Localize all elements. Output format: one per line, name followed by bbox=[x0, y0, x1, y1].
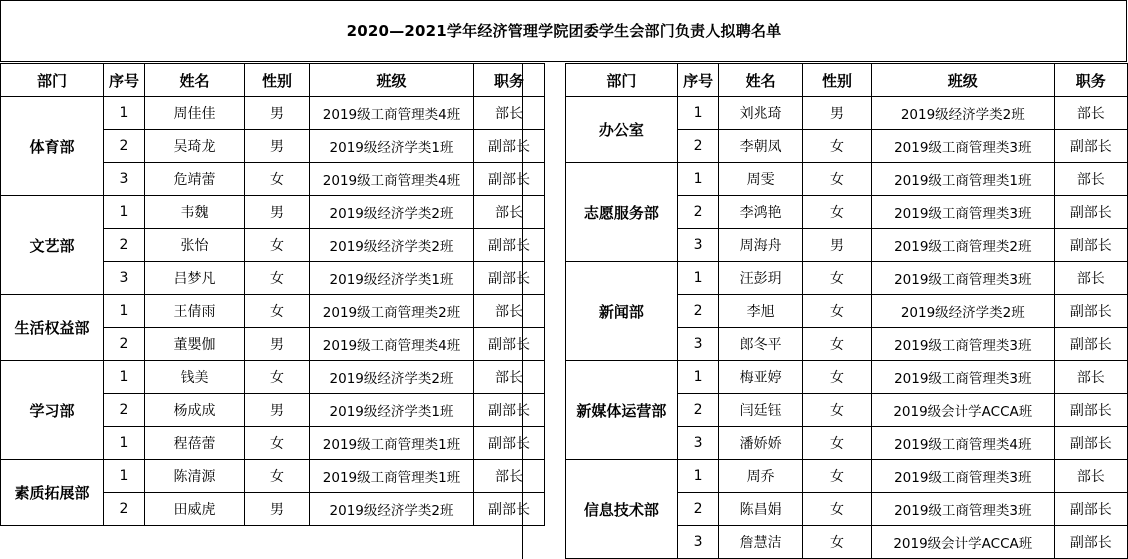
role-cell: 副部长 bbox=[1054, 130, 1127, 163]
class-cell: 2019级工商管理类2班 bbox=[871, 229, 1054, 262]
class-cell: 2019级经济学类1班 bbox=[310, 130, 474, 163]
role-cell: 副部长 bbox=[474, 163, 545, 196]
role-cell: 部长 bbox=[1054, 163, 1127, 196]
role-cell: 副部长 bbox=[1054, 427, 1127, 460]
class-cell: 2019级工商管理类4班 bbox=[310, 328, 474, 361]
class-cell: 2019级经济学类1班 bbox=[310, 262, 474, 295]
num-cell: 2 bbox=[104, 493, 145, 526]
class-cell: 2019级工商管理类4班 bbox=[310, 97, 474, 130]
name-cell: 陈清源 bbox=[145, 460, 245, 493]
gender-cell: 女 bbox=[245, 163, 310, 196]
class-cell: 2019级工商管理类1班 bbox=[310, 427, 474, 460]
table-row bbox=[1, 196, 545, 229]
name-cell: 李朝凤 bbox=[719, 130, 803, 163]
num-cell: 3 bbox=[677, 526, 718, 559]
header-class: 班级 bbox=[871, 64, 1054, 97]
header-dept: 部门 bbox=[566, 64, 678, 97]
role-cell: 部长 bbox=[1054, 460, 1127, 493]
role-cell: 副部长 bbox=[1054, 196, 1127, 229]
num-cell: 2 bbox=[677, 295, 718, 328]
gender-cell: 女 bbox=[245, 427, 310, 460]
name-cell: 陈昌娟 bbox=[719, 493, 803, 526]
role-cell: 副部长 bbox=[474, 427, 545, 460]
role-cell: 部长 bbox=[1054, 97, 1127, 130]
class-cell: 2019级经济学类2班 bbox=[310, 361, 474, 394]
header-row bbox=[566, 64, 1128, 97]
role-cell: 副部长 bbox=[474, 229, 545, 262]
num-cell: 1 bbox=[677, 262, 718, 295]
dept-cell: 新媒体运营部 bbox=[566, 361, 678, 460]
gender-cell: 男 bbox=[803, 229, 872, 262]
dept-cell: 信息技术部 bbox=[566, 460, 678, 559]
class-cell: 2019级工商管理类4班 bbox=[310, 163, 474, 196]
name-cell: 杨成成 bbox=[145, 394, 245, 427]
header-gender: 性别 bbox=[803, 64, 872, 97]
gender-cell: 女 bbox=[803, 493, 872, 526]
name-cell: 钱美 bbox=[145, 361, 245, 394]
name-cell: 周乔 bbox=[719, 460, 803, 493]
num-cell: 1 bbox=[677, 163, 718, 196]
role-cell: 副部长 bbox=[474, 130, 545, 163]
num-cell: 3 bbox=[677, 427, 718, 460]
dept-cell: 新闻部 bbox=[566, 262, 678, 361]
class-cell: 2019级经济学类2班 bbox=[310, 493, 474, 526]
dept-cell: 素质拓展部 bbox=[1, 460, 104, 526]
name-cell: 周佳佳 bbox=[145, 97, 245, 130]
role-cell: 副部长 bbox=[1054, 394, 1127, 427]
header-dept: 部门 bbox=[1, 64, 104, 97]
class-cell: 2019级工商管理类3班 bbox=[871, 262, 1054, 295]
num-cell: 3 bbox=[104, 262, 145, 295]
header-num: 序号 bbox=[677, 64, 718, 97]
gender-cell: 女 bbox=[803, 328, 872, 361]
num-cell: 1 bbox=[104, 361, 145, 394]
name-cell: 郎冬平 bbox=[719, 328, 803, 361]
left-table bbox=[0, 63, 545, 558]
name-cell: 吴琦龙 bbox=[145, 130, 245, 163]
gender-cell: 男 bbox=[803, 97, 872, 130]
gender-cell: 男 bbox=[245, 196, 310, 229]
table-row bbox=[566, 460, 1128, 493]
name-cell: 危靖蕾 bbox=[145, 163, 245, 196]
table-row bbox=[566, 163, 1128, 196]
header-num: 序号 bbox=[104, 64, 145, 97]
role-cell: 副部长 bbox=[474, 328, 545, 361]
role-cell: 副部长 bbox=[474, 394, 545, 427]
role-cell: 副部长 bbox=[1054, 493, 1127, 526]
num-cell: 1 bbox=[104, 97, 145, 130]
class-cell: 2019级会计学ACCA班 bbox=[871, 394, 1054, 427]
dept-cell: 办公室 bbox=[566, 97, 678, 163]
header-class: 班级 bbox=[310, 64, 474, 97]
num-cell: 3 bbox=[677, 328, 718, 361]
gender-cell: 女 bbox=[803, 361, 872, 394]
class-cell: 2019级经济学类2班 bbox=[310, 229, 474, 262]
gender-cell: 女 bbox=[803, 427, 872, 460]
role-cell: 副部长 bbox=[1054, 295, 1127, 328]
gender-cell: 男 bbox=[245, 328, 310, 361]
role-cell: 部长 bbox=[474, 196, 545, 229]
class-cell: 2019级工商管理类3班 bbox=[871, 328, 1054, 361]
header-role: 职务 bbox=[474, 64, 545, 97]
role-cell: 副部长 bbox=[474, 262, 545, 295]
gender-cell: 女 bbox=[803, 394, 872, 427]
gender-cell: 女 bbox=[803, 130, 872, 163]
class-cell: 2019级经济学类1班 bbox=[310, 394, 474, 427]
name-cell: 詹慧洁 bbox=[719, 526, 803, 559]
gender-cell: 男 bbox=[245, 97, 310, 130]
name-cell: 汪彭玥 bbox=[719, 262, 803, 295]
name-cell: 潘娇娇 bbox=[719, 427, 803, 460]
gender-cell: 男 bbox=[245, 130, 310, 163]
num-cell: 2 bbox=[677, 493, 718, 526]
num-cell: 1 bbox=[677, 361, 718, 394]
header-name: 姓名 bbox=[145, 64, 245, 97]
num-cell: 3 bbox=[104, 163, 145, 196]
name-cell: 梅亚婷 bbox=[719, 361, 803, 394]
gender-cell: 女 bbox=[803, 262, 872, 295]
class-cell: 2019级工商管理类3班 bbox=[871, 196, 1054, 229]
header-name: 姓名 bbox=[719, 64, 803, 97]
gender-cell: 女 bbox=[803, 163, 872, 196]
gender-cell: 女 bbox=[245, 295, 310, 328]
role-cell: 部长 bbox=[474, 460, 545, 493]
empty-row bbox=[1, 526, 545, 559]
name-cell: 周海舟 bbox=[719, 229, 803, 262]
role-cell: 副部长 bbox=[1054, 526, 1127, 559]
dept-cell: 学习部 bbox=[1, 361, 104, 460]
name-cell: 李旭 bbox=[719, 295, 803, 328]
class-cell: 2019级会计学ACCA班 bbox=[871, 526, 1054, 559]
name-cell: 王倩雨 bbox=[145, 295, 245, 328]
table-row bbox=[566, 97, 1128, 130]
class-cell: 2019级工商管理类3班 bbox=[871, 493, 1054, 526]
class-cell: 2019级经济学类2班 bbox=[310, 196, 474, 229]
num-cell: 2 bbox=[104, 130, 145, 163]
class-cell: 2019级经济学类2班 bbox=[871, 295, 1054, 328]
header-role: 职务 bbox=[1054, 64, 1127, 97]
num-cell: 2 bbox=[104, 229, 145, 262]
class-cell: 2019级工商管理类3班 bbox=[871, 460, 1054, 493]
dept-cell: 体育部 bbox=[1, 97, 104, 196]
header-gender: 性别 bbox=[245, 64, 310, 97]
num-cell: 1 bbox=[104, 295, 145, 328]
gender-cell: 女 bbox=[803, 295, 872, 328]
role-cell: 部长 bbox=[474, 361, 545, 394]
num-cell: 2 bbox=[677, 130, 718, 163]
name-cell: 张怡 bbox=[145, 229, 245, 262]
gender-cell: 女 bbox=[245, 460, 310, 493]
num-cell: 2 bbox=[677, 394, 718, 427]
name-cell: 闫廷钰 bbox=[719, 394, 803, 427]
name-cell: 董嬰伽 bbox=[145, 328, 245, 361]
name-cell: 吕梦凡 bbox=[145, 262, 245, 295]
role-cell: 副部长 bbox=[1054, 328, 1127, 361]
num-cell: 1 bbox=[677, 97, 718, 130]
right-table bbox=[565, 63, 1128, 559]
dept-cell: 生活权益部 bbox=[1, 295, 104, 361]
header-row bbox=[1, 64, 545, 97]
table-row bbox=[1, 460, 545, 493]
dept-cell: 文艺部 bbox=[1, 196, 104, 295]
num-cell: 2 bbox=[104, 328, 145, 361]
gender-cell: 女 bbox=[803, 196, 872, 229]
num-cell: 2 bbox=[104, 394, 145, 427]
role-cell: 副部长 bbox=[474, 493, 545, 526]
page-title: 2020—2021学年经济管理学院团委学生会部门负责人拟聘名单 bbox=[346, 22, 782, 40]
num-cell: 3 bbox=[677, 229, 718, 262]
name-cell: 刘兆琦 bbox=[719, 97, 803, 130]
role-cell: 副部长 bbox=[1054, 229, 1127, 262]
gender-cell: 女 bbox=[245, 229, 310, 262]
name-cell: 周雯 bbox=[719, 163, 803, 196]
num-cell: 1 bbox=[104, 427, 145, 460]
class-cell: 2019级经济学类2班 bbox=[871, 97, 1054, 130]
role-cell: 部长 bbox=[474, 97, 545, 130]
role-cell: 部长 bbox=[474, 295, 545, 328]
role-cell: 部长 bbox=[1054, 361, 1127, 394]
table-row bbox=[1, 97, 545, 130]
role-cell: 部长 bbox=[1054, 262, 1127, 295]
class-cell: 2019级工商管理类3班 bbox=[871, 361, 1054, 394]
gender-cell: 女 bbox=[245, 262, 310, 295]
gender-cell: 女 bbox=[803, 460, 872, 493]
name-cell: 李鸿艳 bbox=[719, 196, 803, 229]
dept-cell: 志愿服务部 bbox=[566, 163, 678, 262]
class-cell: 2019级工商管理类4班 bbox=[871, 427, 1054, 460]
name-cell: 田威虎 bbox=[145, 493, 245, 526]
num-cell: 1 bbox=[104, 196, 145, 229]
table-row bbox=[1, 295, 545, 328]
empty-cell bbox=[1, 526, 545, 559]
class-cell: 2019级工商管理类2班 bbox=[310, 295, 474, 328]
table-row bbox=[1, 361, 545, 394]
gender-cell: 女 bbox=[245, 361, 310, 394]
class-cell: 2019级工商管理类1班 bbox=[871, 163, 1054, 196]
gender-cell: 男 bbox=[245, 394, 310, 427]
num-cell: 1 bbox=[104, 460, 145, 493]
num-cell: 2 bbox=[677, 196, 718, 229]
gender-cell: 女 bbox=[803, 526, 872, 559]
class-cell: 2019级工商管理类3班 bbox=[871, 130, 1054, 163]
gender-cell: 男 bbox=[245, 493, 310, 526]
name-cell: 程蓓蕾 bbox=[145, 427, 245, 460]
table-row bbox=[566, 361, 1128, 394]
name-cell: 韦魏 bbox=[145, 196, 245, 229]
table-row bbox=[566, 262, 1128, 295]
class-cell: 2019级工商管理类1班 bbox=[310, 460, 474, 493]
num-cell: 1 bbox=[677, 460, 718, 493]
